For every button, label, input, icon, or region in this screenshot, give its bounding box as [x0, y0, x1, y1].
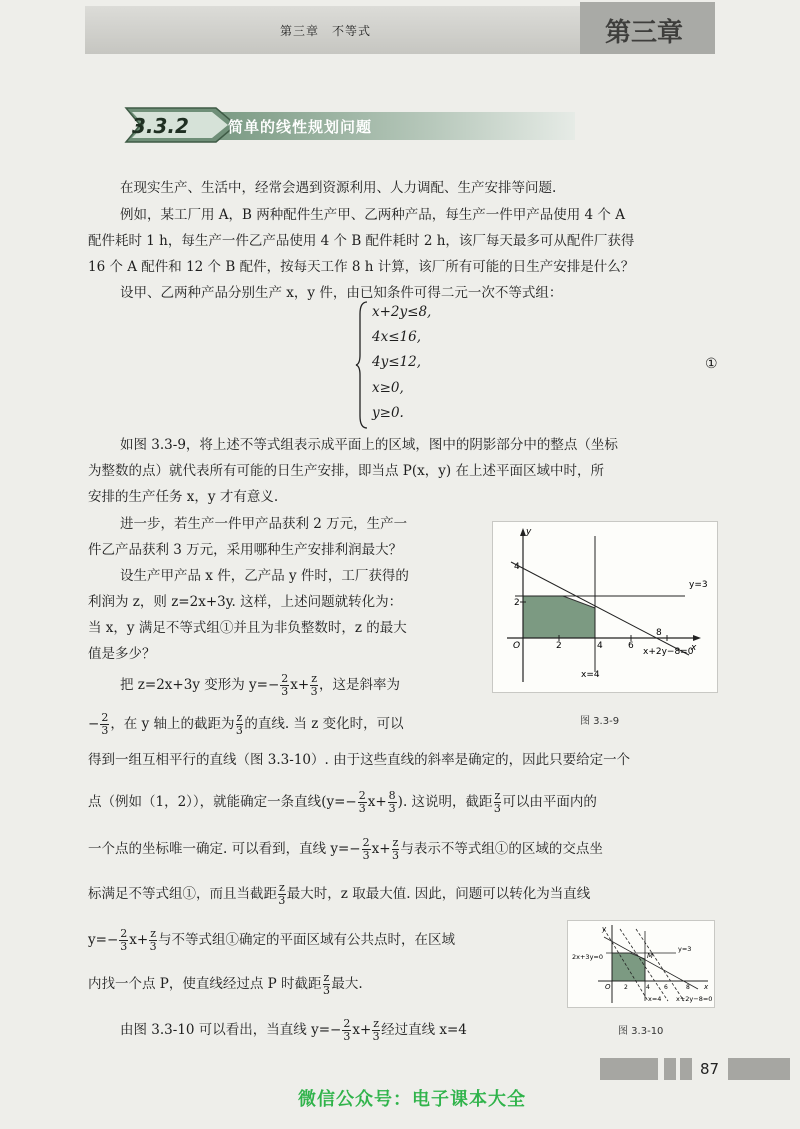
paragraph-objective-line-1: 设生产甲产品 x 件，乙产品 y 件时，工厂获得的	[120, 568, 409, 584]
paragraph-region-line-2: 为整数的点）就代表所有可能的日生产安排，即当点 P(x，y) 在上述平面区域中时，所	[88, 463, 604, 479]
fraction-two-thirds	[280, 673, 289, 698]
denominator: 3	[278, 894, 286, 907]
section-number: 3.3.2	[132, 114, 189, 138]
numerator: z	[311, 672, 318, 685]
x-axis-label: x	[691, 643, 697, 653]
fraction-z-thirds	[494, 790, 502, 815]
text-segment: 可以由平面内的	[502, 794, 597, 810]
text-segment: (y=−	[321, 794, 357, 810]
fraction-two-thirds	[100, 712, 109, 737]
text-segment: x+	[352, 1022, 372, 1038]
fraction-two-thirds	[358, 790, 367, 815]
origin-label: O	[513, 641, 521, 651]
fraction-z-thirds	[149, 928, 157, 953]
denominator: 3	[120, 940, 128, 953]
text-segment: y=−	[88, 932, 119, 948]
x-tick-label: 2	[624, 984, 628, 991]
system-line-2: 4x≤16,	[372, 329, 421, 345]
denominator: 3	[235, 724, 243, 737]
chapter-label: 第三章	[605, 18, 684, 48]
numerator: 8	[388, 789, 396, 802]
text-segment: . 这说明，截距	[402, 794, 493, 810]
system-line-5: y≥0.	[372, 405, 404, 421]
footer-bar	[664, 1058, 676, 1080]
text-segment: 的直线. 当 z 变化时，可以	[244, 716, 404, 732]
denominator: 3	[372, 1030, 380, 1043]
numerator: z	[150, 927, 156, 940]
text-segment: 经过直线 x=4	[381, 1022, 467, 1038]
line-label: y=3	[678, 945, 692, 953]
paragraph-find-point	[88, 972, 363, 997]
paragraph-example-line-3: 16 个 A 配件和 12 个 B 配件，按每天工作 8 h 计算，该厂所有可能的日生产安排是什么？	[88, 259, 635, 275]
running-title: 第三章 不等式	[280, 24, 372, 38]
denominator: 3	[493, 802, 501, 815]
denominator: 3	[391, 849, 399, 862]
footer-bar	[600, 1058, 658, 1080]
numerator: z	[373, 1017, 380, 1030]
numerator: 2	[281, 672, 289, 685]
numerator: z	[279, 881, 285, 894]
paragraph-region-line-3: 安排的生产任务 x，y 才有意义.	[88, 489, 279, 505]
paragraph-point	[88, 790, 597, 815]
paragraph-intro: 在现实生产、生活中，经常会遇到资源利用、人力调配、生产安排等问题.	[120, 180, 557, 196]
y-axis-label: y	[602, 925, 607, 933]
denominator: 3	[101, 724, 109, 737]
paragraph-objective-line-2: 利润为 z，则 z=2x+3y. 这样，上述问题就转化为：	[88, 594, 403, 610]
text-segment: x+	[129, 932, 149, 948]
line-label: x+2y−8=0	[643, 647, 694, 657]
x-tick-label: 8	[656, 628, 662, 638]
paragraph-region-line-1: 如图 3.3-9，将上述不等式组表示成平面上的区域，图中的阴影部分中的整点（坐标	[120, 437, 618, 453]
fraction-two-thirds	[342, 1018, 351, 1043]
denominator: 3	[358, 802, 366, 815]
fraction-z-thirds	[323, 972, 331, 997]
y-tick-label: 4	[514, 562, 520, 572]
text-segment: 由图 3.3-10 可以看出，当直线 y=−	[120, 1022, 342, 1038]
text-segment: x+	[371, 841, 391, 857]
paragraph-example-line-1: 例如，某工厂用 A，B 两种配件生产甲、乙两种产品，每生产一件甲产品使用 4 个 A	[120, 207, 625, 223]
text-segment: 把 z=2x+3y 变形为 y=−	[120, 677, 280, 693]
paragraph-setup: 设甲、乙两种产品分别生产 x，y 件，由已知条件可得二元一次不等式组：	[120, 285, 563, 301]
numerator: 2	[101, 711, 109, 724]
figure-3-3-9	[492, 521, 718, 693]
numerator: z	[494, 789, 501, 802]
paragraph-objective-line-4: 值是多少？	[88, 646, 156, 662]
x-tick-label: 4	[597, 641, 603, 651]
numerator: 2	[358, 789, 366, 802]
paragraph-maximize	[88, 882, 590, 907]
fraction-z-thirds	[372, 1018, 380, 1043]
paragraph-intersection	[88, 837, 603, 862]
fraction-z-thirds	[392, 837, 400, 862]
system-brace	[355, 300, 369, 430]
paragraph-transform	[120, 673, 400, 698]
denominator: 3	[310, 685, 318, 698]
denominator: 3	[362, 849, 370, 862]
line-label: 2x+3y=0	[572, 953, 603, 961]
denominator: 3	[322, 984, 330, 997]
system-marker: ①	[705, 356, 718, 372]
line-label: x=4	[581, 670, 600, 680]
denominator: 3	[149, 940, 157, 953]
text-segment: −	[88, 716, 100, 732]
line-label: x=4	[648, 995, 662, 1003]
numerator: 2	[343, 1017, 351, 1030]
footer-bar	[728, 1058, 790, 1080]
paragraph-profit-line-2: 件乙产品获利 3 万元，采用哪种生产安排利润最大？	[88, 542, 403, 558]
x-tick-label: 2	[556, 641, 562, 651]
line-label: x+2y−8=0	[676, 995, 713, 1003]
text-segment: x+	[290, 677, 310, 693]
fraction-two-thirds	[362, 837, 371, 862]
text-segment: 最大时，z 取最大值. 因此，问题可以转化为当直线	[286, 886, 591, 902]
text-segment: 内找一个点 P，使直线经过点 P 时截距	[88, 976, 322, 992]
watermark-text: 微信公众号：电子课本大全	[298, 1089, 526, 1110]
numerator: z	[236, 711, 243, 724]
figure-caption: 图 3.3-9	[580, 716, 620, 727]
paragraph-conclusion	[120, 1018, 467, 1043]
text-segment: )	[397, 794, 403, 810]
denominator: 3	[388, 802, 396, 815]
feasible-region-graph	[493, 522, 717, 692]
x-tick-label: 6	[628, 641, 634, 651]
footer-bar	[680, 1058, 692, 1080]
fraction-z-thirds	[310, 673, 318, 698]
text-segment: ，在 y 轴上的截距为	[110, 716, 235, 732]
fraction-z-thirds	[278, 882, 286, 907]
text-segment: ，这是斜率为	[319, 677, 401, 693]
y-axis-label: y	[526, 527, 532, 537]
text-segment: 与不等式组①确定的平面区域有公共点时，在区域	[157, 932, 455, 948]
point-m-label: M	[647, 952, 654, 960]
text-segment: 点（例如（1，2）），就能确定一条直线	[88, 794, 322, 810]
fraction-z-thirds	[236, 712, 244, 737]
paragraph-common-point	[88, 928, 455, 953]
denominator: 3	[281, 685, 289, 698]
text-segment: 与表示不等式组①的区域的交点坐	[400, 841, 603, 857]
x-tick-label: 4	[646, 984, 650, 991]
numerator: z	[323, 971, 330, 984]
system-line-1: x+2y≤8,	[372, 304, 432, 320]
text-segment: x+	[367, 794, 387, 810]
paragraph-parallel: 得到一组互相平行的直线（图 3.3-10）. 由于这些直线的斜率是确定的，因此只要给定一个	[88, 752, 631, 768]
denominator: 3	[343, 1030, 351, 1043]
y-tick-label: 2	[514, 598, 520, 608]
figure-3-3-10	[567, 920, 715, 1008]
figure-caption: 图 3.3-10	[618, 1026, 664, 1037]
x-tick-label: 6	[664, 984, 668, 991]
x-axis-label: x	[704, 983, 709, 991]
x-tick-label: 8	[686, 984, 690, 991]
system-line-4: x≥0,	[372, 380, 404, 396]
system-line-3: 4y≤12,	[372, 354, 421, 370]
paragraph-objective-line-3: 当 x，y 满足不等式组①并且为非负整数时，z 的最大	[88, 620, 407, 636]
fraction-two-thirds	[119, 928, 128, 953]
origin-label: O	[605, 983, 611, 991]
numerator: z	[392, 836, 399, 849]
text-segment: 一个点的坐标唯一确定. 可以看到，直线 y=−	[88, 841, 361, 857]
line-label: y=3	[689, 580, 708, 590]
numerator: 2	[120, 927, 128, 940]
fraction-eight-thirds	[388, 790, 397, 815]
text-segment: 最大.	[331, 976, 363, 992]
text-segment: 标满足不等式组①，而且当截距	[88, 886, 277, 902]
section-title: 简单的线性规划问题	[228, 118, 373, 136]
numerator: 2	[362, 836, 370, 849]
paragraph-slope	[88, 712, 404, 737]
page-number: 87	[700, 1060, 720, 1078]
paragraph-profit-line-1: 进一步，若生产一件甲产品获利 2 万元，生产一	[120, 516, 408, 532]
paragraph-example-line-2: 配件耗时 1 h，每生产一件乙产品使用 4 个 B 配件耗时 2 h，该厂每天最多可从配件厂获得	[88, 233, 635, 249]
parallel-lines-graph	[568, 921, 714, 1007]
